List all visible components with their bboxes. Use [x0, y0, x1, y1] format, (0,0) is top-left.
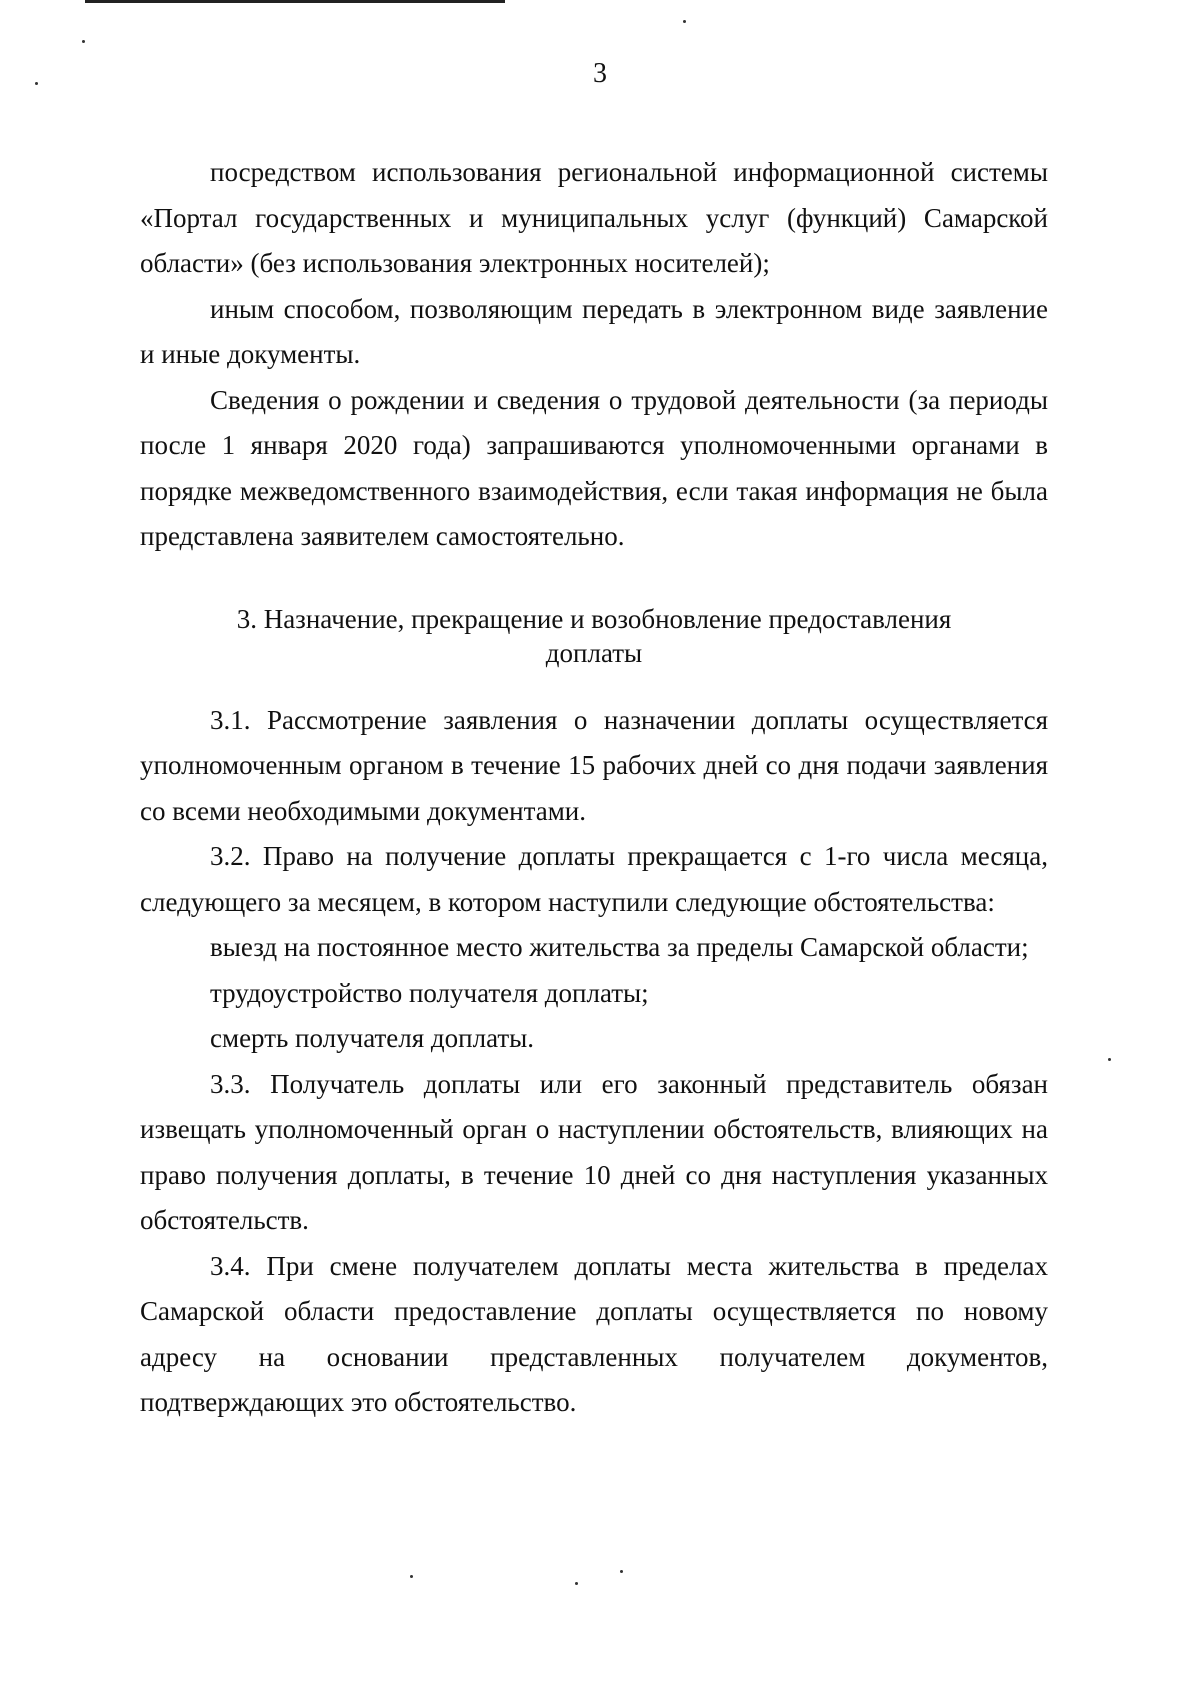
scan-speck — [410, 1575, 413, 1578]
clause-3-2: 3.2. Право на получение доплаты прекращается с 1-го числа месяца, следующего за месяцем, в котором наступили следующие обстоятельства: — [140, 841, 1048, 917]
section-heading — [140, 602, 1048, 670]
clause-3-1: 3.1. Рассмотрение заявления о назначении доплаты осуществляется уполномоченным органом в течение 15 рабочих дней со дня подачи заявления со всеми необходимыми документами. — [140, 704, 1048, 826]
list-item: смерть получателя доплаты. — [210, 1023, 535, 1053]
clause-3-4: 3.4. При смене получателем доплаты места жительства в пределах Самарской области предоставление доплаты осуществляется по новому адресу на основании представленных получателем документов, подтверждающих это обстоятельство. — [140, 1250, 1048, 1417]
document-body — [140, 150, 1048, 1426]
paragraph: Сведения о рождении и сведения о трудовой деятельности (за периоды после 1 января 2020 года) запрашиваются уполномоченными органами в порядке межведомственного взаимодействия, если такая информация не была представлена заявителем самостоятельно. — [140, 384, 1048, 551]
section-heading-line: доплаты — [545, 637, 643, 668]
scan-speck — [1108, 1058, 1111, 1061]
section-heading-line: 3. Назначение, прекращение и возобновление предоставления — [236, 603, 952, 634]
paragraph: посредством использования региональной информационной системы «Портал государственных и муниципальных услуг (функций) Самарской области» (без использования электронных носителей); — [140, 157, 1048, 278]
list-item: выезд на постоянное место жительства за пределы Самарской области; — [210, 932, 1029, 962]
clause-3-3: 3.3. Получатель доплаты или его законный представитель обязан извещать уполномоченный орган о наступлении обстоятельств, влияющих на право получения доплаты, в течение 10 дней со дня наступления указанных обстоятельств. — [140, 1068, 1048, 1235]
list-item: трудоустройство получателя доплаты; — [210, 977, 649, 1008]
paragraph: иным способом, позволяющим передать в электронном виде заявление и иные документы. — [140, 293, 1048, 369]
scan-speck — [620, 1570, 623, 1573]
page-number: 3 — [593, 58, 607, 89]
scan-artifact-line — [85, 0, 505, 3]
scan-speck — [683, 20, 686, 23]
scan-speck — [82, 40, 85, 43]
scan-speck — [575, 1582, 578, 1585]
